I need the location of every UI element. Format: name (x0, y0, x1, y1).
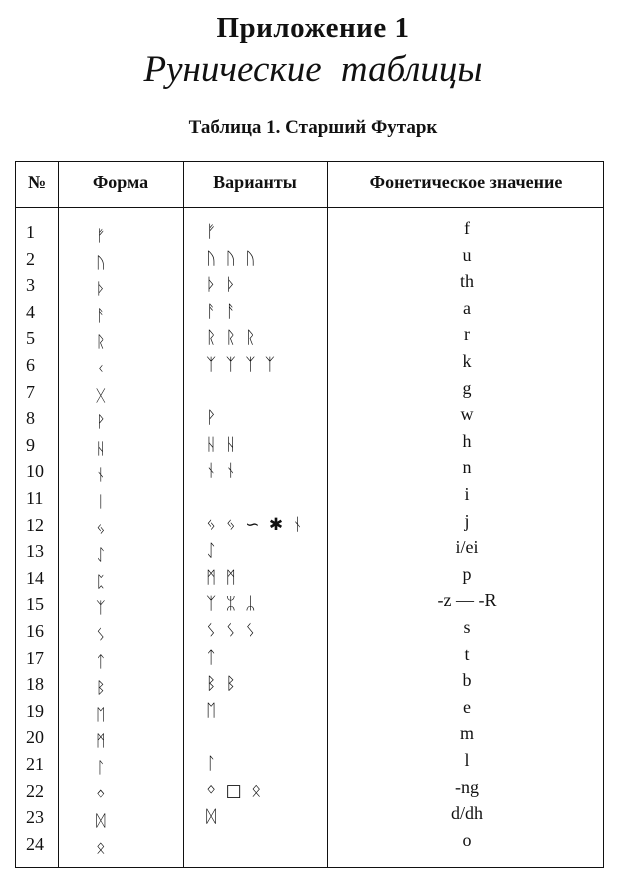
phonetic-value: k (462, 351, 472, 371)
table-row (16, 244, 603, 272)
table-row (16, 430, 603, 458)
row-number: 18 (26, 674, 44, 695)
row-number: 12 (26, 514, 44, 535)
phonetic-value: -z — -R (437, 590, 497, 611)
row-number: 24 (26, 833, 44, 854)
table-row (16, 752, 603, 776)
rune-form: ᛒ (96, 678, 106, 698)
table-row (16, 696, 603, 724)
page-title: Приложение 1 (216, 12, 410, 44)
rune-form: ᛉ (96, 598, 106, 618)
row-number: 9 (26, 434, 35, 455)
row-number: 3 (26, 275, 35, 296)
table-row (16, 377, 603, 405)
phonetic-value: r (464, 324, 470, 345)
phonetic-value: g (462, 377, 472, 398)
rune-variants: ᚹ (206, 408, 219, 429)
row-number: 23 (26, 807, 44, 828)
row-number: 19 (26, 700, 44, 721)
rune-form: ᛊ (96, 625, 106, 644)
row-number: 14 (26, 567, 44, 588)
phonetic-value: i/ei (455, 537, 479, 558)
rune-form: ᚾ (96, 465, 106, 485)
phonetic-value: m (459, 723, 474, 744)
rune-variants: ᛗ ᛗ (206, 567, 238, 588)
table-row (16, 539, 603, 563)
phonetic-value: f (464, 218, 470, 238)
header-phonetic: Фонетическое значение (369, 172, 563, 192)
phonetic-value: d/dh (450, 803, 483, 824)
table-row (16, 273, 603, 297)
rune-form: ᚨ (96, 305, 106, 325)
rune-form: ᚹ (96, 412, 106, 432)
phonetic-value: s (463, 617, 471, 637)
table-row (16, 725, 603, 749)
table-row (16, 326, 603, 350)
table-row (16, 459, 603, 483)
table-row (16, 776, 603, 804)
row-number: 17 (26, 647, 44, 668)
table-row (16, 672, 603, 696)
header-form: Форма (92, 172, 149, 192)
phonetic-value: p (462, 563, 472, 584)
rune-form: ᛈ (96, 571, 106, 591)
rune-form: ᚷ (96, 385, 106, 405)
phonetic-value: e (463, 696, 471, 717)
rune-form: ᛞ (96, 811, 106, 831)
runes-table (15, 161, 604, 868)
phonetic-value: t (464, 643, 470, 664)
rune-variants: ᚦ ᚦ (206, 275, 238, 296)
row-number: 16 (26, 621, 44, 641)
table-row (16, 297, 603, 325)
rune-variants: ᛒ ᛒ (206, 674, 238, 695)
rune-form: ᛃ (96, 518, 106, 538)
rune-form: ᛇ (96, 545, 106, 565)
table-caption: Таблица 1. Старший Футарк (188, 117, 438, 138)
rune-form: ᚦ (96, 279, 106, 299)
rune-variants: ᛜ □ ᛟ (206, 780, 264, 801)
rune-variants: ᛃ ᛃ ∽ ✱ ᚾ (206, 514, 305, 535)
rune-form: ᚲ (96, 359, 106, 378)
rune-variants: ᚾ ᚾ (206, 461, 238, 482)
rune-variants: ᛉ ᛉ ᛉ ᛉ (206, 355, 278, 375)
rune-variants: ᚢ ᚢ ᚢ (206, 248, 258, 269)
rune-variants: ᛚ (206, 754, 219, 774)
rune-form: ᚢ (96, 252, 106, 272)
phonetic-value: n (462, 457, 472, 478)
table-row (16, 592, 603, 616)
table-row (16, 486, 603, 510)
row-number: 20 (26, 727, 44, 748)
table-row (16, 619, 603, 643)
rune-form: ᚠ (96, 226, 106, 245)
rune-form: ᛟ (96, 837, 106, 857)
rune-variants: ᚺ ᚺ (206, 434, 238, 455)
header-divider (16, 207, 603, 208)
rune-variants: ᛉ ᛯ ᛦ (206, 594, 258, 615)
phonetic-value: o (462, 829, 472, 850)
table-row (16, 643, 603, 671)
row-number: 6 (26, 355, 35, 375)
row-number: 10 (26, 461, 44, 482)
phonetic-value: b (462, 670, 472, 691)
table-row (16, 510, 603, 538)
rune-variants: ᚱ ᚱ ᚱ (206, 328, 258, 349)
rune-variants: ᚨ ᚨ (206, 301, 238, 322)
table-row (16, 220, 603, 244)
phonetic-value: u (462, 244, 472, 265)
rune-form: ᛏ (96, 651, 106, 671)
rune-variants: ᚠ (206, 222, 219, 242)
rune-variants: ᛞ (206, 807, 219, 828)
header-variants: Варианты (213, 172, 297, 192)
rune-form: ᛁ (96, 492, 106, 511)
rune-form: ᛗ (96, 731, 106, 751)
row-number: 7 (26, 381, 35, 402)
phonetic-value: h (462, 430, 472, 451)
row-number: 13 (26, 541, 44, 562)
rune-variants: ᛖ (206, 700, 219, 721)
row-number: 4 (26, 301, 35, 322)
rune-variants: ᛊ ᛊ ᛊ (206, 621, 258, 641)
phonetic-value: w (460, 404, 474, 425)
rune-form: ᛖ (96, 704, 106, 724)
row-number: 2 (26, 248, 35, 269)
table-row (16, 353, 603, 377)
rune-variants: ᛇ (206, 541, 219, 562)
phonetic-value: -ng (455, 776, 479, 797)
phonetic-value: i (464, 484, 470, 504)
row-number: 8 (26, 408, 35, 429)
phonetic-value: l (464, 750, 470, 770)
rune-variants: ᛏ (206, 647, 219, 668)
row-number: 21 (26, 754, 44, 774)
row-number: 11 (26, 488, 44, 508)
phonetic-value: j (464, 510, 470, 531)
row-number: 5 (26, 328, 35, 349)
table-row (16, 829, 603, 857)
row-number: 15 (26, 594, 44, 615)
table-row (16, 563, 603, 591)
phonetic-value: th (459, 271, 474, 292)
row-number: 1 (26, 222, 35, 242)
phonetic-value: a (463, 297, 471, 318)
rune-form: ᛚ (96, 758, 106, 777)
table-row (16, 805, 603, 829)
table-row (16, 406, 603, 430)
header-number: № (27, 172, 47, 192)
page-subtitle: Рунические таблицы (143, 49, 483, 90)
rune-form: ᚺ (96, 438, 106, 458)
row-number: 22 (26, 780, 44, 801)
rune-form: ᛜ (96, 784, 106, 804)
rune-form: ᚱ (96, 332, 106, 352)
